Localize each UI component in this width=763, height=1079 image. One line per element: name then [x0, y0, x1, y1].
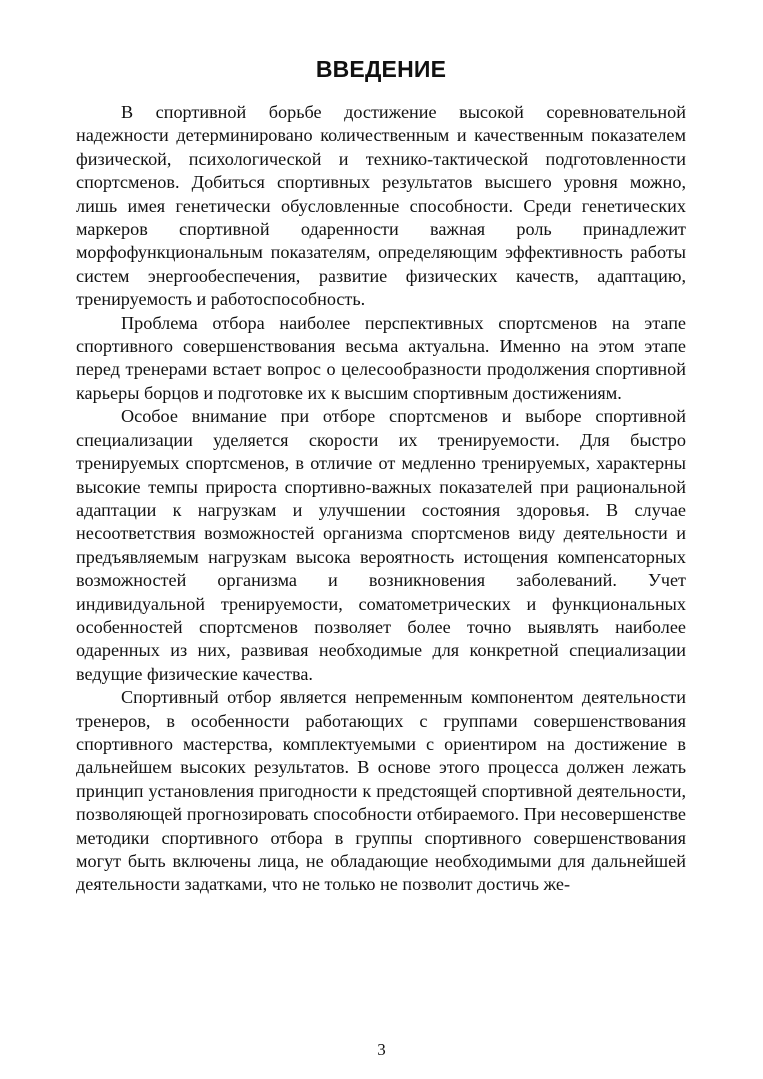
document-page	[76, 54, 686, 897]
page-number: 3	[377, 1040, 386, 1059]
paragraph-2: Проблема отбора наиболее перспективных спортсменов на этапе спортивного совершенствования весьма актуальна. Именно на этом этапе перед тренерами встает вопрос о целесообразности продолжения спортивной карьеры борцов и подготовке их к высшим спортивным достижениям.	[76, 312, 686, 403]
paragraph-3: Особое внимание при отборе спортсменов и выборе спортивной специализации уделяется скорости их тренируемости. Для быстро тренируемых спортсменов, в отличие от медленно тренируемых, характерны высокие темпы прироста спортивно-важных показателей при рациональной адаптации к нагрузкам и улучшении состояния здоровья. В случае несоответствия возможностей организма спортсменов виду деятельности и предъявляемым нагрузкам высока вероятность истощения компенсаторных возможностей организма и возникновения заболеваний. Учет индивидуальной тренируемости, соматометрических и функциональных особенностей спортсменов позволяет более точно выявлять наиболее одаренных из них, развивая необходимые для конкретной специализации ведущие физические качества.	[76, 406, 686, 684]
paragraph-4: Спортивный отбор является непременным компонентом деятельности тренеров, в особенности работающих с группами совершенствования спортивного мастерства, комплектуемыми с ориентиром на достижение в дальнейшем высоких результатов. В основе этого процесса должен лежать принцип установления пригодности к предстоящей спортивной деятельности, позволяющей прогнозировать способности отбираемого. При несовершенстве методики спортивного отбора в группы спортивного совершенствования могут быть включены лица, не обладающие необходимыми для дальнейшей деятельности задатками, что не только не позволит достичь же-	[76, 687, 686, 895]
page-title: ВВЕДЕНИЕ	[315, 56, 447, 82]
paragraph-1: В спортивной борьбе достижение высокой соревновательной надежности детерминировано количественным и качественным показателем физической, психологической и технико-тактической подготовленности спортсменов. Добиться спортивных результатов высшего уровня можно, лишь имея генетически обусловленные способности. Среди генетических маркеров спортивной одаренности важная роль принадлежит морфофункциональным показателям, определяющим эффективность работы систем энергообеспечения, развитие физических качеств, адаптацию, тренируемость и работоспособность.	[76, 102, 686, 310]
